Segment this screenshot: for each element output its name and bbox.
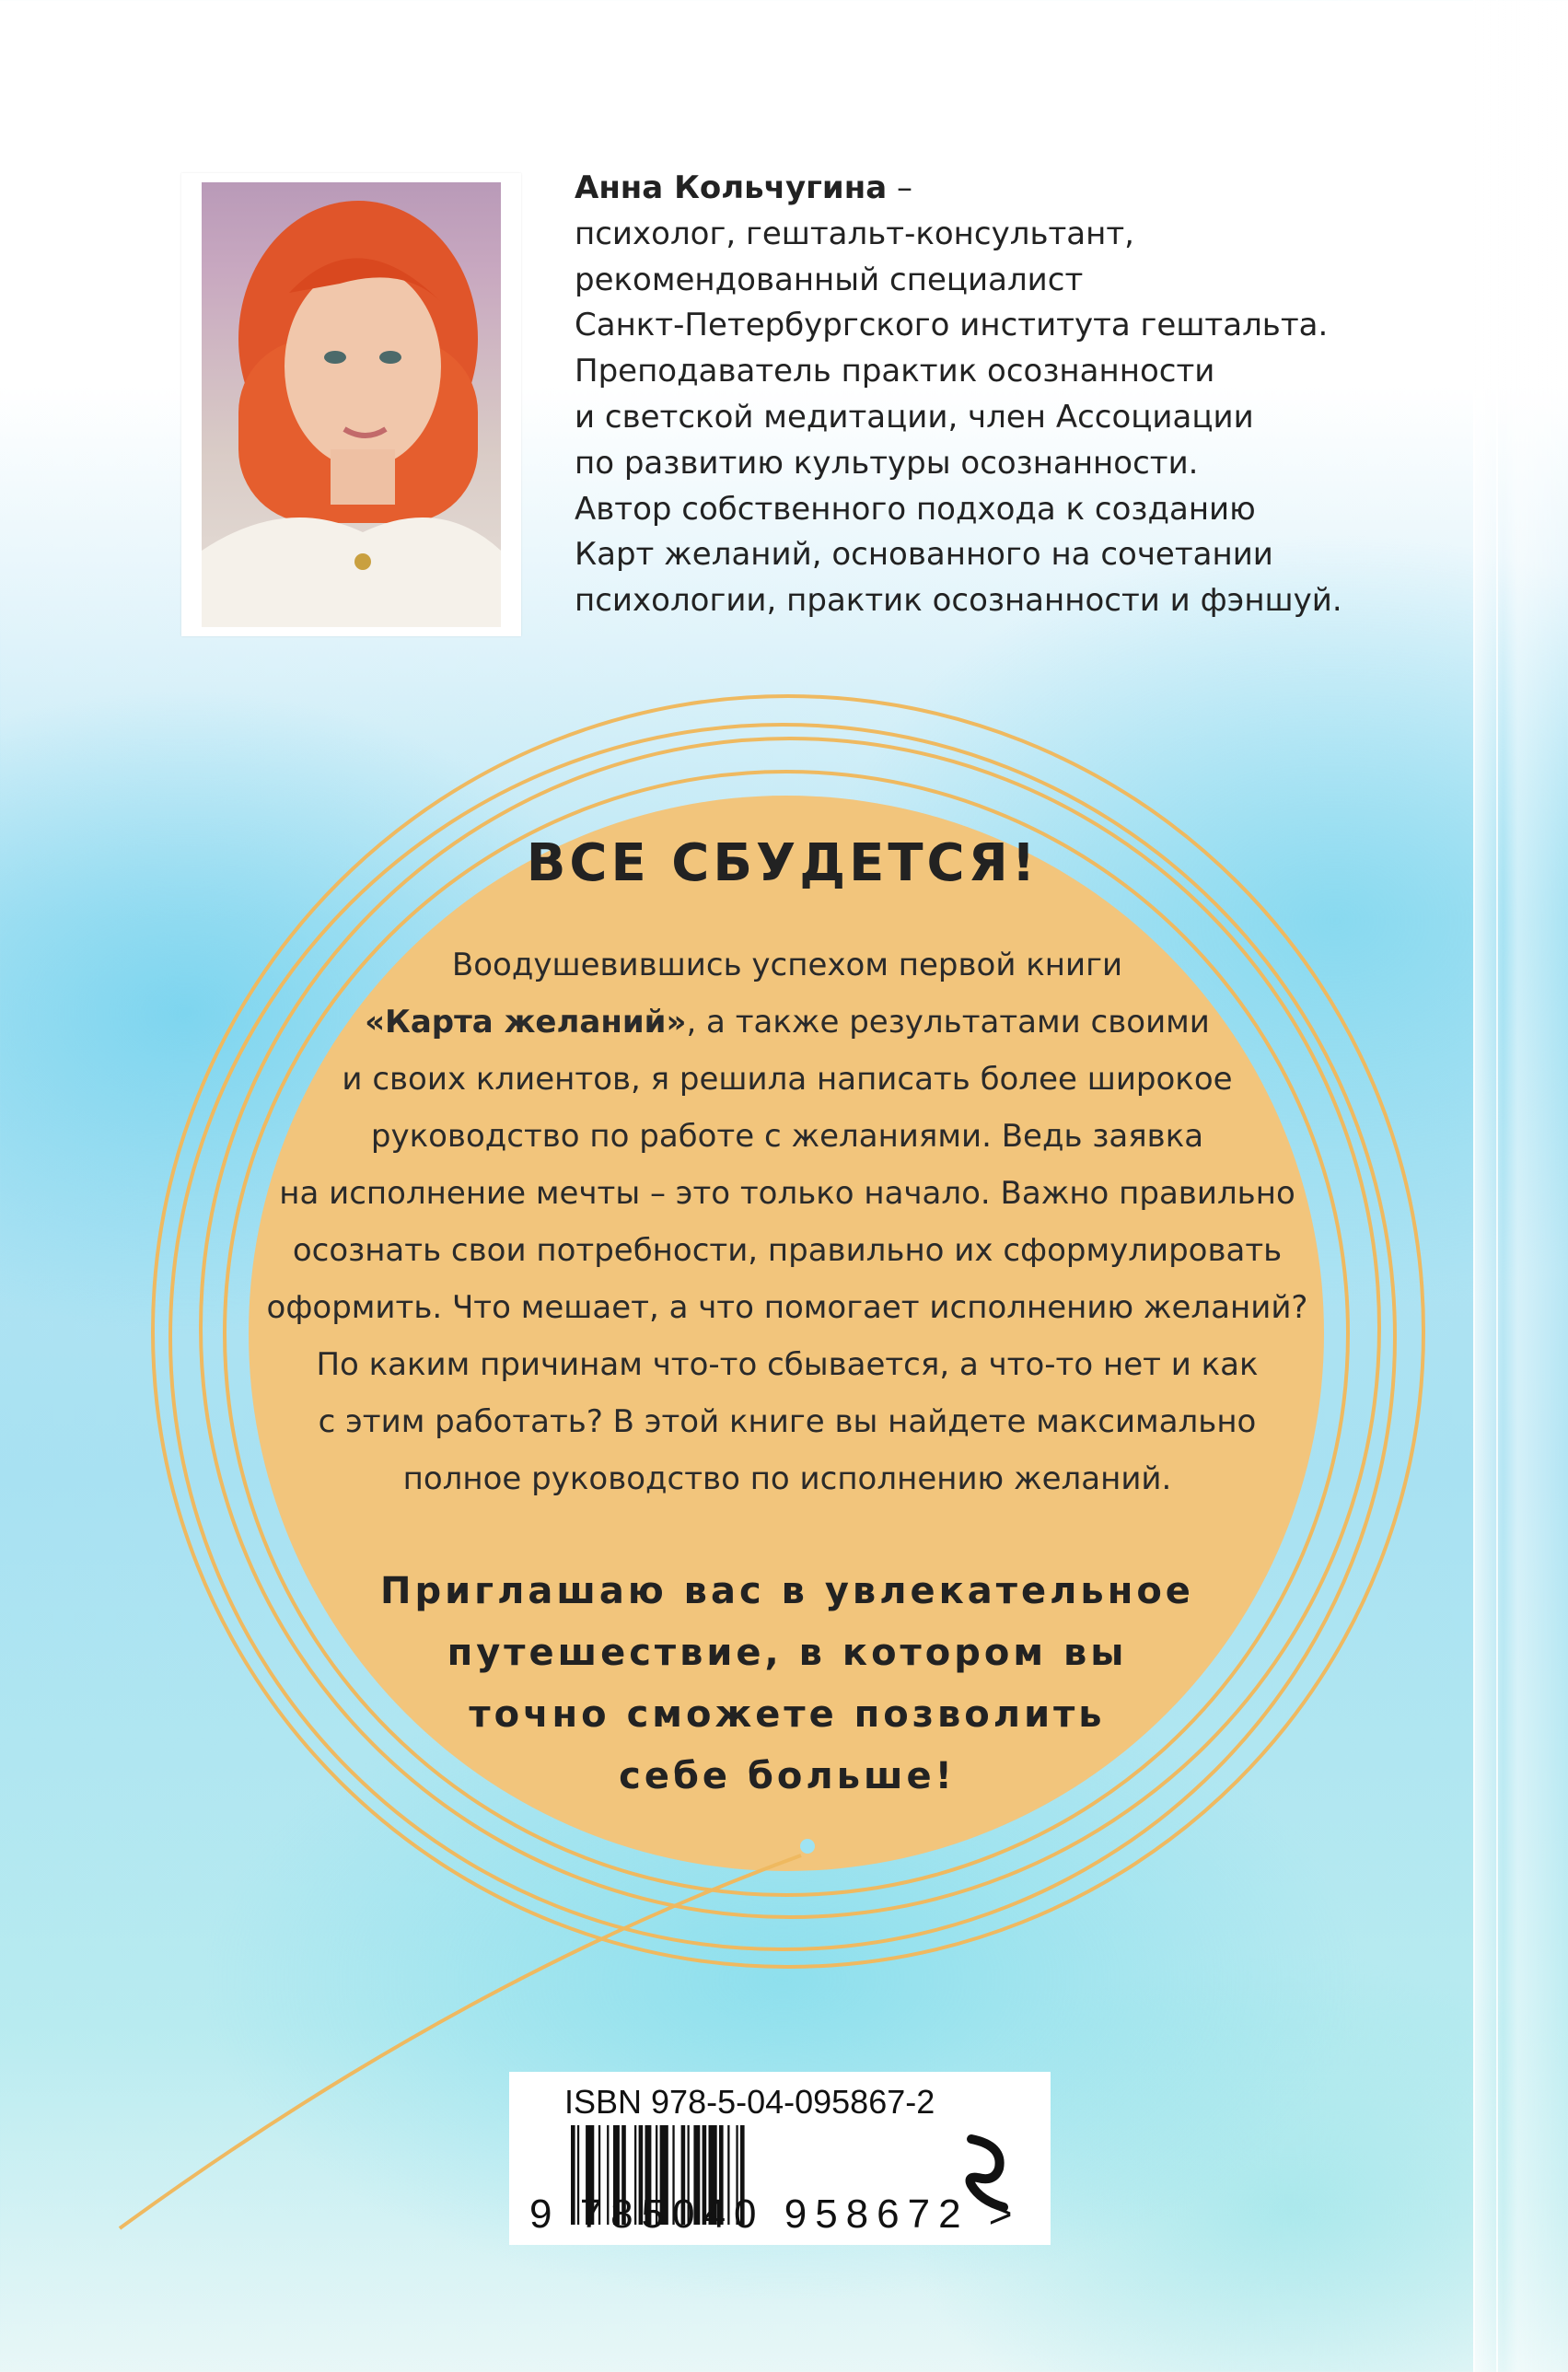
blurb-line: руководство по работе с желаниями. Ведь заявка xyxy=(370,1118,1204,1155)
blurb-line: с этим работать? В этой книге вы найдете максимально xyxy=(318,1403,1257,1440)
bio-line: Карт желаний, основанного на сочетании xyxy=(575,536,1273,574)
blurb-line: , а также результатами своими xyxy=(686,1004,1210,1041)
blurb-title: ВСЕ СБУДЕТСЯ! xyxy=(526,833,1040,893)
bio-line: психолог, гештальт-консультант, xyxy=(575,215,1134,252)
blurb-line: По каким причинам что-то сбывается, а что-то нет и как xyxy=(316,1346,1259,1383)
book-title: «Карта желаний» xyxy=(365,1004,687,1041)
blurb-line: оформить. Что мешает, а что помогает исполнению желаний? xyxy=(266,1289,1308,1326)
isbn-digits: 9 785040 958672 > xyxy=(529,2192,1021,2237)
blurb-line: полное руководство по исполнению желаний. xyxy=(402,1460,1172,1497)
bio-line: Автор собственного подхода к созданию xyxy=(575,490,1256,528)
blurb-line: Воодушевившись успехом первой книги xyxy=(451,947,1123,983)
bio-line: и светской медитации, член Ассоциации xyxy=(575,398,1254,436)
blurb-line: и своих клиентов, я решила написать более широкое xyxy=(342,1061,1233,1098)
invitation xyxy=(276,1561,1298,1808)
invite-line: себе больше! xyxy=(619,1755,956,1797)
blurb-line: на исполнение мечты – это только начало. Важно правильно xyxy=(279,1175,1295,1212)
bio-line: Санкт-Петербургского института гештальта. xyxy=(575,307,1329,344)
bio-line: рекомендованный специалист xyxy=(575,261,1084,298)
isbn-label: ISBN 978-5-04-095867-2 xyxy=(564,2083,935,2121)
blurb-line: осознать свои потребности, правильно их сформулировать xyxy=(292,1232,1283,1269)
publisher-logo-icon xyxy=(958,2132,1013,2215)
invite-line: Приглашаю вас в увлекательное xyxy=(380,1570,1194,1612)
bio-line: Преподаватель практик осознанности xyxy=(575,353,1215,390)
bio-line: по развитию культуры осознанности. xyxy=(575,444,1199,482)
author-bio: Анна Кольчугина – психолог, гештальт-консультант, рекомендованный специалист Санкт-Петербургского института гештальта. Преподаватель практик осознанности и светской медитации, член Ассоциации по развитию культуры осознанности. Автор собственного подхода к созданию Карт желаний, основанного на сочетании психологии, практик осознанности и фэншуй. xyxy=(575,166,1495,624)
ring-dot xyxy=(800,1839,815,1854)
blurb-body xyxy=(230,936,1344,1507)
invite-line: путешествие, в котором вы xyxy=(447,1632,1128,1674)
author-name: Анна Кольчугина xyxy=(575,169,888,206)
bio-line: психологии, практик осознанности и фэншуй. xyxy=(575,582,1342,620)
invite-line: точно сможете позволить xyxy=(469,1693,1106,1736)
